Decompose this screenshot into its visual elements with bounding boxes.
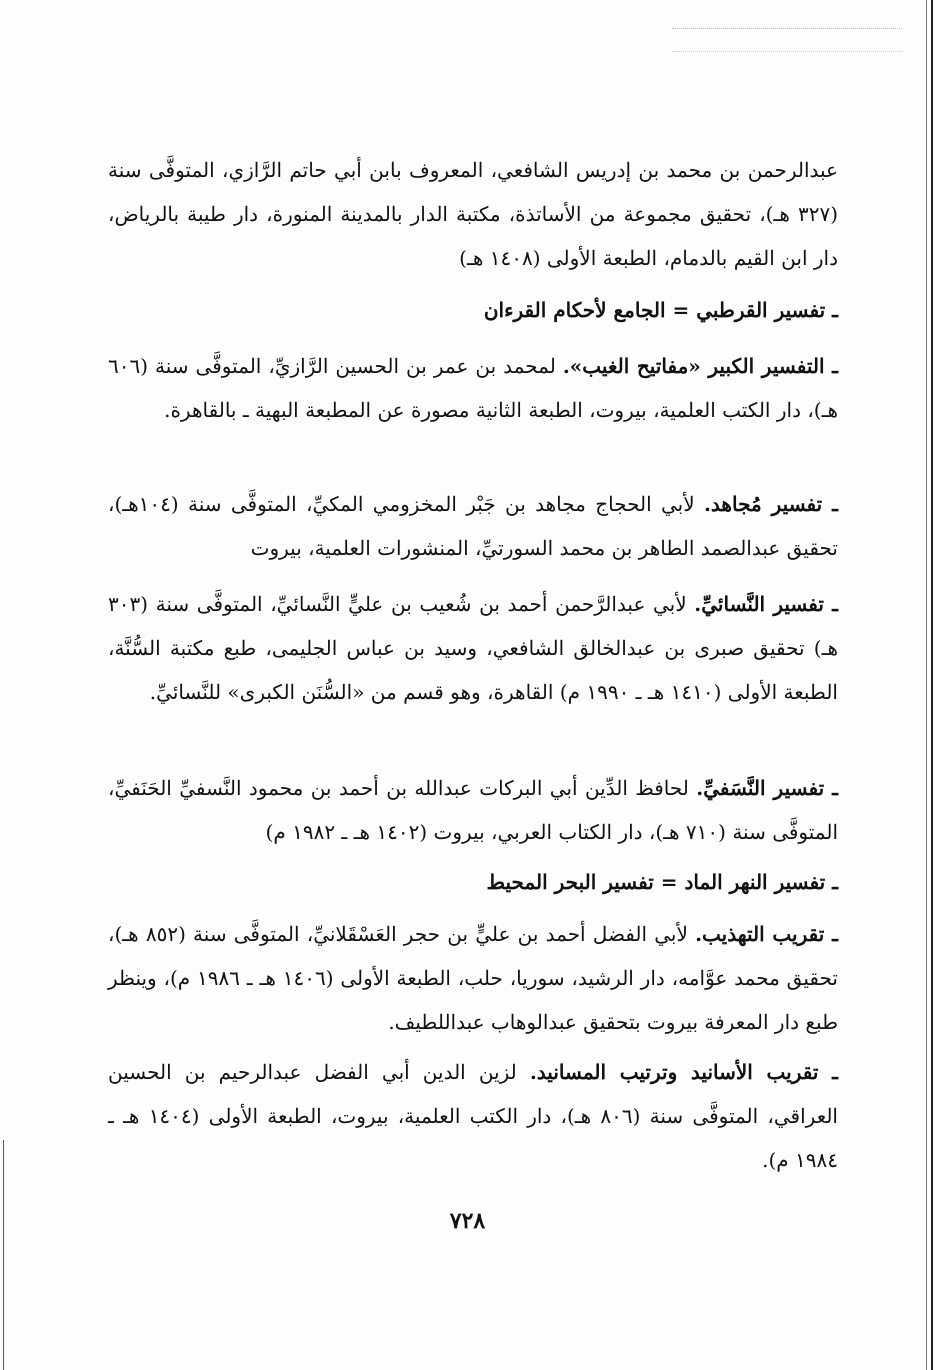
entry-heading: ـ تفسير القرطبي = الجامع لأحكام القرءان [483, 298, 838, 322]
entry-heading: ـ تفسير مُجاهد. [703, 492, 839, 516]
bibliography-entry [108, 562, 838, 734]
entry-heading: ـ تفسير النهر الماد = تفسير البحر المحيط [486, 870, 838, 894]
page-number: ٧٢٨ [449, 1208, 486, 1234]
entry-heading: ـ تفسير النَّسَفيِّ. [696, 776, 838, 800]
entry-body: لأبي الحجاج مجاهد بن جَبْر المخزومي المكيِّ، المتوفَّى سنة (١٠٤هـ)، تحقيق عبدالصمد الطاهر بن محمد السورتيِّ، المنشورات العلمية، بيروت [108, 492, 838, 560]
bibliography-entry [108, 324, 838, 452]
entry-heading: ـ تقريب الأسانيد وترتيب المسانيد. [529, 1060, 838, 1084]
entry-body: لمحمد بن عمر بن الحسين الرَّازيِّ، المتوفَّى سنة (٦٠٦ هـ)، دار الكتب العلمية، بيروت، الطبعة الثانية مصورة عن المطبعة البهية ـ بالقاهرة. [108, 354, 838, 422]
scan-left-marks [3, 1140, 4, 1370]
entry-body: لحافظ الدِّين أبي البركات عبدالله بن أحمد بن محمود النَّسفيِّ الحَنَفيِّ، المتوفَّى سنة (٧١٠ هـ)، دار الكتاب العربي، بيروت (١٤٠٢ هـ ـ ١٩٨٢ م) [108, 776, 838, 844]
entry-heading: ـ تقريب التهذيب. [695, 922, 838, 946]
scan-edge-line [931, 0, 933, 1370]
entry-body: لأبي الفضل أحمد بن عليٍّ بن حجر العَسْقَلانيِّ، المتوفَّى سنة (٨٥٢ هـ)، تحقيق محمد عوَّامه، دار الرشيد، سوريا، حلب، الطبعة الأولى (١٤٠٦ هـ ـ ١٩٨٦ م)، وينظر طبع دار المعرفة بيروت بتحقيق عبدالوهاب عبداللطيف. [108, 922, 838, 1034]
entry-body: لزين الدين أبي الفضل عبدالرحيم بن الحسين العراقي، المتوفَّى سنة (٨٠٦ هـ)، دار الكتب العلمية، بيروت، الطبعة الأولى (١٤٠٤ هـ ـ ١٩٨٤ م). [108, 1060, 838, 1172]
entry-heading: ـ التفسير الكبير «مفاتيح الغيب». [562, 354, 838, 378]
scan-edge-line-faint [926, 0, 927, 1370]
entry-body: عبدالرحمن بن محمد بن إدريس الشافعي، المعروف بابن أبي حاتم الرَّازي، المتوفَّى سنة (٣٢٧ هـ)، تحقيق مجموعة من الأساتذة، مكتبة الدار بالمدينة المنورة، دار طيبة بالرياض، دار ابن القيم بالدمام، الطبعة الأولى (١٤٠٨ هـ) [108, 158, 838, 270]
entry-body: لأبي عبدالرَّحمن أحمد بن شُعيب بن عليٍّ النَّسائيِّ، المتوفَّى سنة (٣٠٣ هـ) تحقيق صبرى بن عبدالخالق الشافعي، وسيد بن عباس الجليمى، طبع مكتبة السُّنَّة، الطبعة الأولى (١٤١٠ هـ ـ ١٩٩٠ م) القاهرة، وهو قسم من «السُّنَن الكبرى» للنَّسائيِّ. [108, 592, 838, 704]
scan-artifact-dots [672, 28, 902, 52]
entry-heading: ـ تفسير النَّسائيِّ. [694, 592, 839, 616]
bibliography-entry [108, 1030, 838, 1202]
